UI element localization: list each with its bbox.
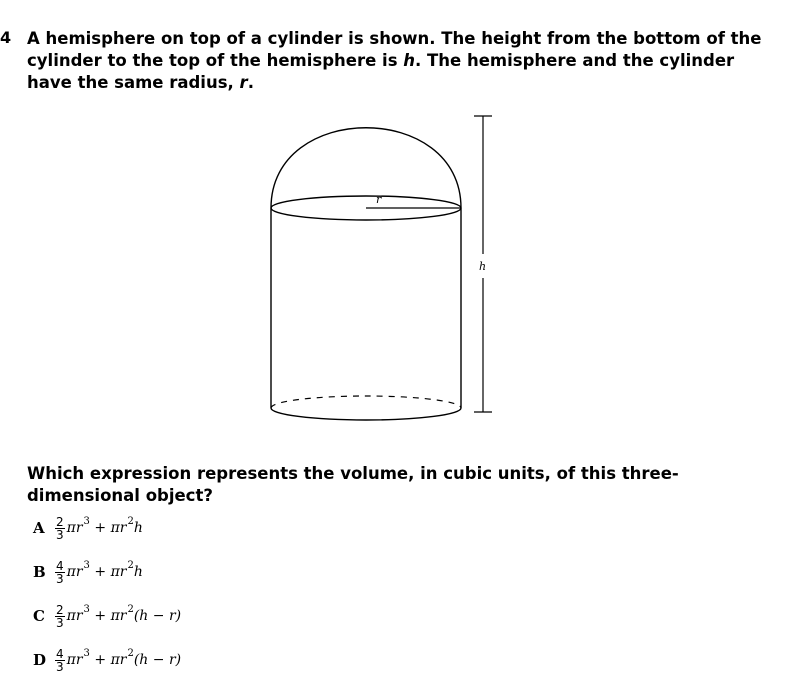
radius-label: r	[376, 193, 382, 206]
fraction: $\frac{4}{3}$	[56, 558, 64, 586]
choice-letter: D	[33, 651, 47, 669]
stem-h: h	[403, 51, 416, 70]
choice-d[interactable]	[33, 638, 181, 682]
choice-letter: B	[33, 563, 46, 581]
question-prompt: Which expression represents the volume, in cubic units, of this three-dimensional object?	[27, 464, 679, 505]
hemisphere-cylinder-figure	[255, 108, 515, 438]
stem-text-2: . The hemisphere and the cylinder have the same radius,	[27, 51, 735, 92]
choice-expression: $\frac{2}{3}$ π r 3 + π r 2 (h − r)	[56, 602, 182, 630]
bottom-ellipse-front	[271, 408, 461, 420]
question-stem	[27, 28, 767, 94]
fraction: $\frac{4}{3}$	[56, 646, 64, 674]
height-label: h	[479, 260, 487, 273]
choice-b[interactable]	[33, 550, 143, 594]
question-number: 4	[0, 28, 12, 47]
choice-letter: C	[33, 607, 45, 625]
choice-letter: A	[33, 519, 45, 537]
stem-text-1: A hemisphere on top of a cylinder is shown. The height from the bottom of the cylinder to the top of the hemisphere is	[27, 29, 762, 70]
choice-c[interactable]	[33, 594, 181, 638]
stem-end: .	[247, 73, 254, 92]
choice-expression: $\frac{2}{3}$ π r 3 + π r 2 h	[56, 514, 143, 542]
choice-expression: $\frac{4}{3}$ π r 3 + π r 2 (h − r)	[56, 646, 182, 674]
choice-a[interactable]	[33, 506, 143, 550]
fraction: $\frac{2}{3}$	[56, 514, 64, 542]
fraction: $\frac{2}{3}$	[56, 602, 64, 630]
choice-expression: $\frac{4}{3}$ π r 3 + π r 2 h	[56, 558, 143, 586]
bottom-ellipse-back	[271, 396, 461, 408]
stem-r: r	[239, 73, 248, 92]
